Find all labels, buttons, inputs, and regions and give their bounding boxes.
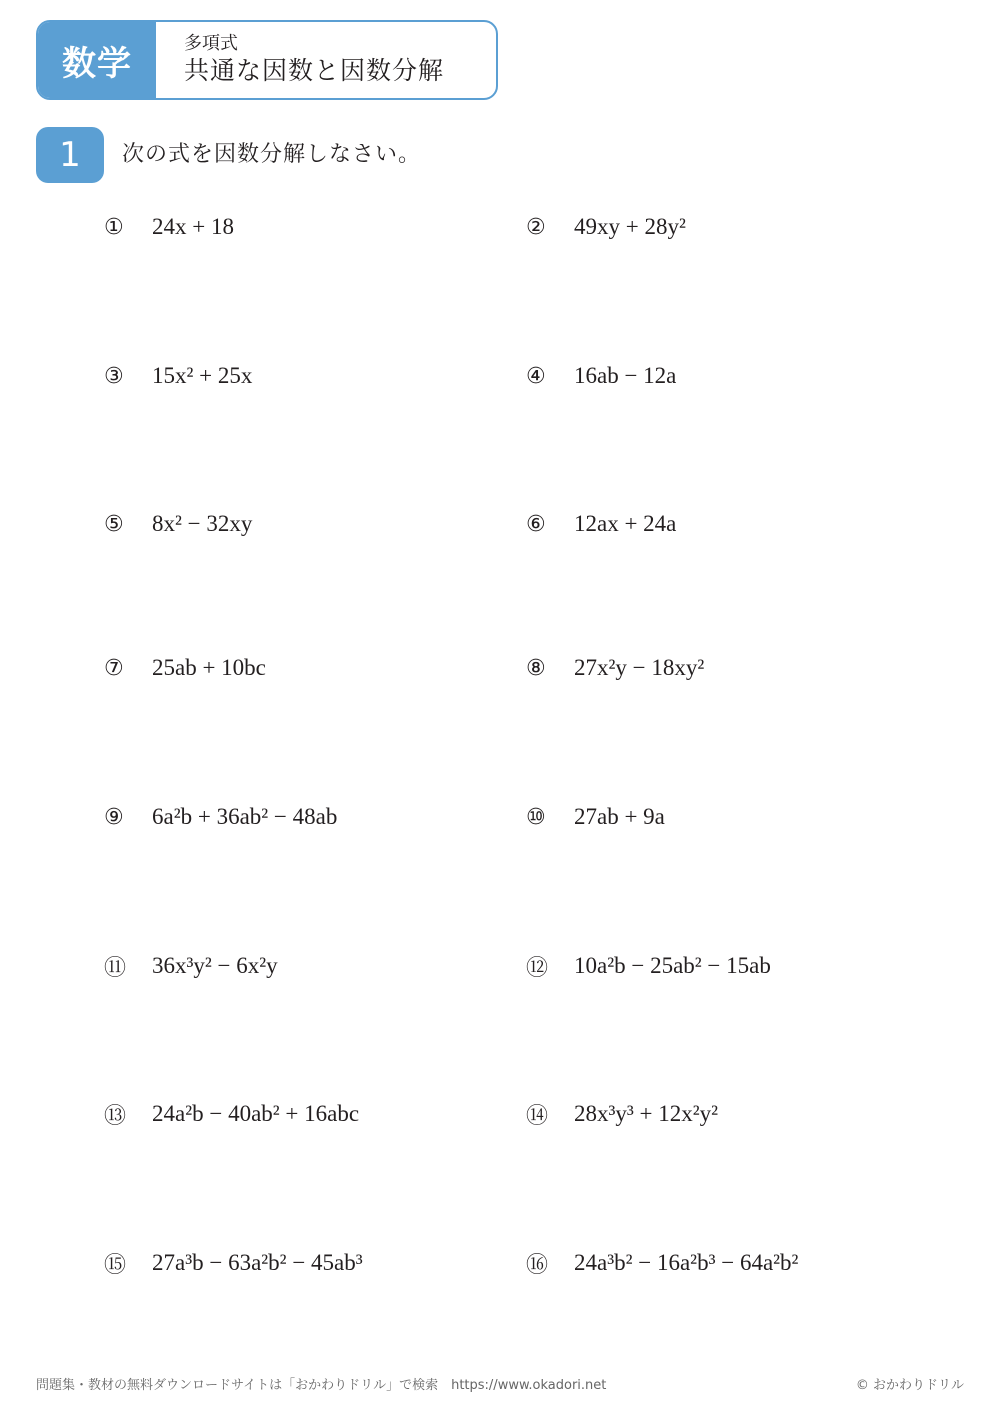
problem-item (526, 946, 771, 986)
problem-item (526, 504, 676, 544)
problem-expression: 27ab + 9a (574, 804, 665, 829)
problem-number: ⑧ (526, 655, 546, 681)
problem-item (526, 648, 704, 688)
problem-expression: 49xy + 28y² (574, 214, 686, 239)
problem-expression: 6a²b + 36ab² − 48ab (152, 804, 338, 829)
problem-item (104, 1243, 363, 1283)
footer-copyright: © おかわりドリル (855, 1378, 964, 1393)
problem-expression: 24a²b − 40ab² + 16abc (152, 1101, 360, 1126)
problem-expression: 25ab + 10bc (152, 655, 266, 680)
problem-number: ⑫ (526, 955, 549, 981)
problem-expression: 16ab − 12a (574, 363, 677, 388)
problem-item (526, 356, 676, 396)
problem-number: ⑮ (104, 1252, 127, 1278)
problem-item (104, 356, 252, 396)
problem-number: ⑪ (104, 955, 127, 981)
problem-item (104, 207, 234, 247)
problem-expression: 24a³b² − 16a²b³ − 64a²b² (574, 1250, 799, 1275)
question-instruction: 次の式を因数分解しなさい。 (122, 142, 422, 167)
problem-number: ⑤ (104, 511, 124, 537)
topic-title: 共通な因数と因数分解 (184, 56, 445, 85)
title-block (156, 22, 444, 98)
problem-expression: 28x³y³ + 12x²y² (574, 1101, 719, 1126)
problem-number: ⑨ (104, 804, 124, 830)
unit-label: 多項式 (184, 33, 238, 54)
problem-expression: 27x²y − 18xy² (574, 655, 705, 680)
problem-number: ④ (526, 363, 546, 389)
problem-expression: 27a³b − 63a²b² − 45ab³ (152, 1250, 363, 1275)
problem-expression: 15x² + 25x (152, 363, 253, 388)
problem-item (104, 1094, 359, 1134)
problem-item (104, 797, 337, 837)
problem-number: ② (526, 214, 546, 240)
question-number-badge: 1 (36, 127, 104, 183)
problem-item (104, 648, 266, 688)
problem-expression: 12ax + 24a (574, 511, 677, 536)
problem-number: ⑬ (104, 1103, 127, 1129)
problem-item (526, 797, 665, 837)
problem-number: ① (104, 214, 124, 240)
problem-item (526, 1243, 798, 1283)
problem-number: ⑭ (526, 1103, 549, 1129)
problem-item (104, 504, 252, 544)
problem-number: ⑦ (104, 655, 124, 681)
worksheet-header (36, 20, 498, 100)
problem-expression: 36x³y² − 6x²y (152, 953, 278, 978)
problem-number: ⑥ (526, 511, 546, 537)
problem-number: ③ (104, 363, 124, 389)
footer-site-note: 問題集・教材の無料ダウンロードサイトは「おかわりドリル」で検索 https://www.okadori.net (36, 1378, 607, 1393)
problem-number: ⑯ (526, 1252, 549, 1278)
problem-expression: 24x + 18 (152, 214, 234, 239)
problem-expression: 8x² − 32xy (152, 511, 253, 536)
problem-item (526, 1094, 718, 1134)
problem-item (526, 207, 686, 247)
problem-number: ⑩ (526, 804, 546, 830)
problem-item (104, 946, 278, 986)
subject-label: 数学 (38, 22, 156, 98)
problem-expression: 10a²b − 25ab² − 15ab (574, 953, 771, 978)
